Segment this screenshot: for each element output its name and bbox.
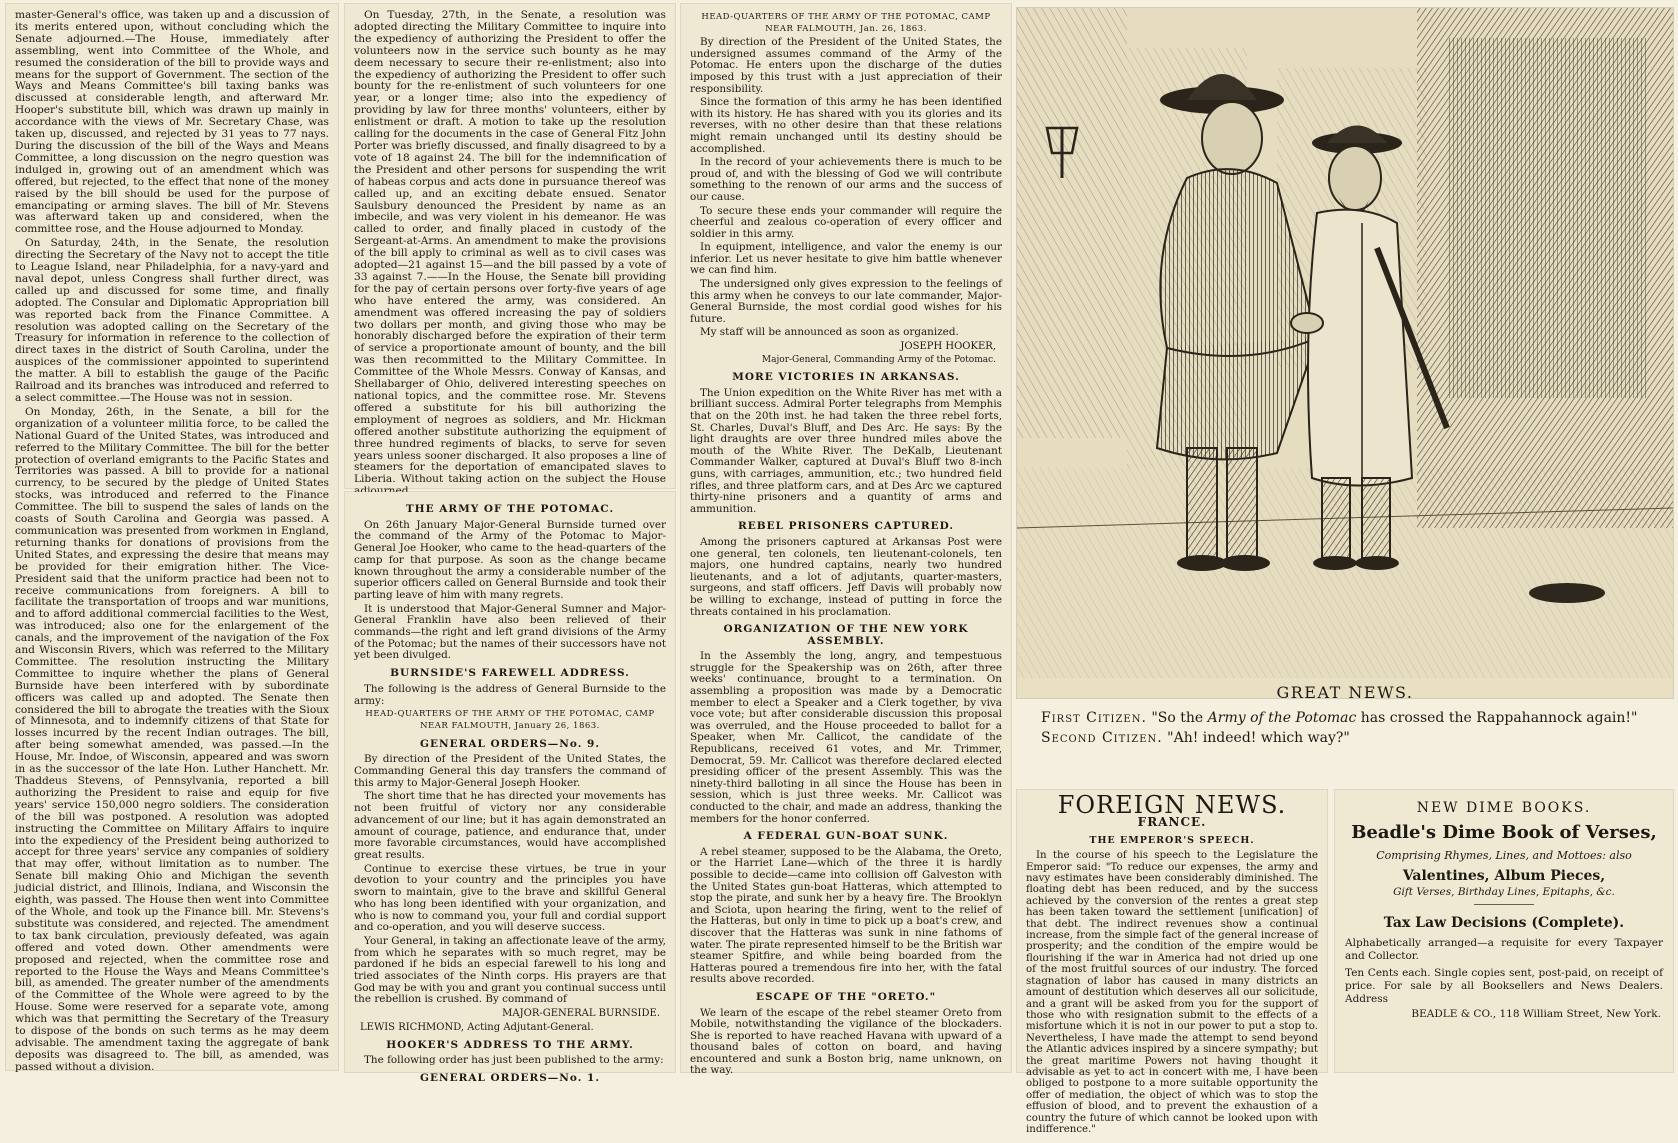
farewell-heading: BURNSIDE'S FAREWELL ADDRESS. bbox=[390, 667, 630, 680]
prisoners-heading: REBEL PRISONERS CAPTURED. bbox=[738, 520, 954, 533]
foreign-paragraph: In the course of his speech to the Legislature the Emperor said: "To reduce our expenses, the army and navy estimates have been considerably diminished. The floating debt has been reduced, and by the success achieved by the conversion of the rentes a great step has been taken toward the settlement [unification] of that debt. The indirect revenues show a continual increase, from the simple fact of the general increase of prosperity; and the condition of the empire would be flourishing if the war in America had not dried up one of the most fruitful sources of our industry. The forced stagnation of labor has caused in many districts an amount of destitution which deserves all our solicitude, and a grant will be asked from you for the support of those who with resignation submit to the effects of a misfortune which it is not in our power to put a stop to. Nevertheless, I have made the attempt to send beyond the Atlantic advices inspired by a sincere sympathy; but the great maritime Powers not having thought it advisable as yet to act in concert with me, I have been obliged to postpone to a more suitable opportunity the offer of mediation, the object of which was to stop the effusion of blood, and to prevent the exhaustion of a country the future of which cannot be looked upon with indifference." bbox=[1026, 850, 1318, 1135]
col3-paragraph: By direction of the President of the United States, the undersigned assumes command of the Army of the Potomac. He enters upon the discharge of the duties imposed by this trust with a just appreciation of their responsibility. bbox=[690, 36, 1002, 95]
first-citizen-italic: Army of the Potomac bbox=[1207, 710, 1357, 726]
army-heading: THE ARMY OF THE POTOMAC. bbox=[405, 503, 615, 515]
ad-book-title: Beadle's Dime Book of Verses, bbox=[1351, 822, 1657, 843]
headquarters-line: HEAD-QUARTERS OF THE ARMY OF THE POTOMAC, CAMP NEAR FALMOUTH, Jan. 26, 1863. bbox=[701, 12, 991, 34]
column-2-top-clipping bbox=[345, 4, 675, 488]
col3-paragraph: In the record of your achievements there is much to be proud of, and with the blessing of God we will contribute something to the renown of our arms and the success of our cause. bbox=[690, 156, 1002, 203]
second-citizen-text: "Ah! indeed! which way?" bbox=[1167, 730, 1350, 746]
col2-paragraph: On 26th January Major-General Burnside turned over the command of the Army of the Potomac to Major-General Joe Hooker, who came to the head-quarters of the camp for that purpose. As soon as the change became known throughout the army a considerable number of the superior officers called on General Burnside and took their parting leave of him with many regrets. bbox=[354, 518, 666, 601]
ad-valentines: Valentines, Album Pieces, bbox=[1402, 868, 1606, 884]
col2-paragraph: The short time that he has directed your movements has not been fruitful of victory nor any considerable advancement of our line; but it has again demonstrated an amount of courage, patience, and endurance that, under more favorable circumstances, would have accomplished great results. bbox=[354, 790, 666, 861]
col3-paragraph: My staff will be announced as soon as organized. bbox=[700, 326, 959, 339]
general-orders-1-heading: GENERAL ORDERS—No. 1. bbox=[420, 1071, 600, 1084]
caption-line-second bbox=[1041, 728, 1638, 748]
headquarters-line: HEAD-QUARTERS OF THE ARMY OF THE POTOMAC, CAMP NEAR FALMOUTH, January 26, 1863. bbox=[365, 709, 655, 731]
foreign-news-title: FOREIGN NEWS. bbox=[1057, 791, 1287, 819]
col2-paragraph: Continue to exercise these virtues, be true in your devotion to your country and the principles you have sworn to maintain, give to the brave and skillful General who has long been identified with your organization, and who is now to command you, your full and cordial support and co-operation, and you will deserve success. bbox=[354, 862, 666, 934]
signature-hooker-title: Major-General, Commanding Army of the Potomac. bbox=[761, 354, 996, 365]
col3-paragraph: In the Assembly the long, angry, and tempestuous struggle for the Speakership was on 26th, after three weeks' continuance, brought to a termination. On assembling a proposition was made by a Democratic member to elect a Speaker and a Clerk together, by viva voce vote; but after considerable discussion this proposal was overruled, and the House proceeded to ballot for a Speaker, when Mr. Callicot, the candidate of the Republicans, received 61 votes, and Mr. Trimmer, Democrat, 59. Mr. Callicot was therefore declared elected presiding officer of the present Assembly. This was the ninety-third balloting in all since the House has been in session, which is just three weeks. Mr. Callicot was conducted to the chair, and made an address, thanking the members for the honor conferred. bbox=[690, 650, 1002, 825]
arkansas-heading: MORE VICTORIES IN ARKANSAS. bbox=[732, 371, 960, 384]
foreign-news-clipping bbox=[1017, 790, 1327, 1135]
col3-paragraph: Since the formation of this army he has been identified with its history. He has shared with you its glories and its reverses, with no other desire than that these relations might remain unchanged until its destiny should be accomplished. bbox=[690, 96, 1002, 155]
cartoon-title: GREAT NEWS. bbox=[1276, 683, 1414, 702]
ad-gift-verses: Gift Verses, Birthday Lines, Epitaphs, &c. bbox=[1393, 886, 1615, 898]
column-3-clipping bbox=[681, 4, 1011, 1077]
col2-paragraph: Your General, in taking an affectionate leave of the army, from which he separates with so much regret, may be pardoned if he bids an especial farewell to his long and tried associates of the Ninth corps. His prayers are that God may be with you and grant you continual success until the rebellion is crushed. By command of bbox=[354, 934, 666, 1006]
col1-paragraph: master-General's office, was taken up and a discussion of its merits entered upon, without concluding which the Senate adjourned.—The House, immediately after assembling, went into Committee of the Whole, and resumed the consideration of the bill to provide ways and means for the support of Government. The section of the Ways and Means Committee's bill taxing banks was discussed at considerable length, and afterward Mr. Hooper's substitute bill, which was drawn up mainly in accordance with the views of Mr. Secretary Chase, was taken up, discussed, and rejected by 31 yeas to 77 nays. During the discussion of the bill of the Ways and Means Committee, a long discussion on the negro question was indulged in, growing out of an amendment which was offered, but rejected, to the effect that none of the money raised by the bill should be used for the purpose of emancipating or arming slaves. The bill of Mr. Stevens was afterward taken up and considered, when the committee rose, and the House adjourned to Monday. bbox=[15, 9, 329, 236]
cartoon-illustration bbox=[1017, 8, 1673, 678]
col3-paragraph: The undersigned only gives expression to the feelings of this army when he conveys to our late commander, Major-General Burnside, the most cordial good wishes for his future. bbox=[690, 278, 1002, 325]
col2-paragraph: By direction of the President of the United States, the Commanding General this day transfers the command of this army to Major-General Joseph Hooker. bbox=[354, 753, 666, 789]
caption-line-first bbox=[1041, 708, 1638, 728]
col3-paragraph: A rebel steamer, supposed to be the Alabama, the Oreto, or the Harriet Lane—which of the three it is hardly possible to decide—came into collision off Galveston with the United States gun-boat Hatteras, which attempted to stop the pirate, and sunk her by a heavy fire. The Brooklyn and Sciota, upon hearing the firing, went to the relief of the Hatteras, but only in time to pick up a boat's crew, and discover that the Hatteras was sunk in nine fathoms of water. The pirate represented himself to be the British war steamer Spitfire, and while being boarded from the Hatteras poured a tremendous fire into her, with the fatal results above recorded. bbox=[690, 845, 1002, 986]
signature-richmond: LEWIS RICHMOND, Acting Adjutant-General. bbox=[360, 1021, 594, 1033]
col1-paragraph: On Monday, 26th, in the Senate, a bill for the organization of a volunteer militia force, to be called the National Guard of the United States, was introduced and referred to the Military Committee. The bill for the better protection of overland emigrants to the Pacific States and Territories was passed. A bill to provide for a national currency, to be secured by the pledge of United States stocks, was introduced and referred to the Finance Committee. The bill to suspend the sales of lands on the coasts of South Carolina and Georgia was passed. A communication was presented from workmen in England, returning thanks for donations of provisions from the United States, and expressing the desire that means may be provided for their emigration hither. The Vice-President said that the uniform practice had been not to receive communications from foreigners. A bill to facilitate the transportation of troops and war munitions, and to afford additional commercial facilities to the West, was introduced; also one for the enlargement of the canals, and the improvement of the navigation of the Fox and Wisconsin Rivers, which was referred to the Military Committee. The resolution instructing the Military Committee to inquire whether the plans of General Burnside have been interfered with by subordinate officers was called up and adopted. The Senate then considered the bill to abrogate the treaties with the Sioux of Minnesota, and to indemnify citizens of that State for losses incurred by the recent Indian outrages. The bill, after being somewhat amended, was passed.—In the House, Mr. Indoe, of Wisconsin, appeared and was sworn in as the successor of the late Hon. Luther Hanchett. Mr. Thaddeus Stevens, of Pennsylvania, reported a bill authorizing the President to raise and equip for five years' service 150,000 negro soldiers. The consideration of the bill was postponed. A resolution was adopted instructing the Committee on Military Affairs to inquire into the expediency of the President being authorized to accept for three years' service any companies of soldiery that may offer, without limitation as to number. The Senate bill making Ohio and Michigan the seventh judicial district, and Illinois, Indiana, and Wisconsin the eighth, was passed. The House then went into Committee of the Whole, and took up the Finance bill. Mr. Stevens's substitute was considered, and rejected. The amendment to tax bank circulation, previously defeated, was again offered and voted down. Other amendments were proposed and rejected, when the committee rose and reported to the House the Ways and Means Committee's bill, as amended. The greater number of the amendments of the Committee of the Whole were agreed to by the House. Some were reserved for a separate vote, among which was that permitting the Secretary of the Treasury to dispose of the bonds on such terms as he may deem advisable. The amendment taxing the aggregate of bank deposits was disagreed to. The bill, as amended, was passed without a division. bbox=[15, 405, 329, 1073]
column-1-clipping bbox=[6, 4, 338, 1073]
col2-paragraph: The following order has just been published to the army: bbox=[364, 1054, 664, 1067]
emperor-speech-heading: THE EMPEROR'S SPEECH. bbox=[1089, 834, 1255, 846]
col3-paragraph: In equipment, intelligence, and valor the enemy is our inferior. Let us never hesitate to give him battle whenever we can find him. bbox=[690, 241, 1002, 277]
col3-paragraph: The Union expedition on the White River has met with a brilliant success. Admiral Porter telegraphs from Memphis that on the 20th inst. he had taken the three rebel forts, St. Charles, Duval's Bluff, and Des Arc. He says: By the light draughts are over three hundred miles above the mouth of the White River. The DeKalb, Lieutenant Commander Walker, captured at Duval's Bluff two 8-inch guns, with carriages, ammunition, etc.; two hundred field rifles, and three platform cars, and at Des Arc we captured thirty-nine prisoners and a quantity of arms and ammunition. bbox=[690, 386, 1002, 515]
hooker-address-heading: HOOKER'S ADDRESS TO THE ARMY. bbox=[386, 1038, 634, 1051]
great-news-cartoon bbox=[1017, 8, 1673, 746]
col3-paragraph: To secure these ends your commander will require the cheerful and zealous co-operation of every officer and soldier in this army. bbox=[690, 204, 1002, 240]
ad-divider bbox=[1474, 904, 1534, 905]
cartoon-caption bbox=[1041, 708, 1638, 748]
col2-paragraph: It is understood that Major-General Sumner and Major-General Franklin have also been relieved of their commands—the right and left grand divisions of the Army of the Potomac; but the names of their successors have not yet been divulged. bbox=[354, 602, 666, 662]
first-citizen-label: First Citizen. bbox=[1041, 710, 1147, 726]
ad-tax-law: Tax Law Decisions (Complete). bbox=[1383, 915, 1625, 931]
column-2-bottom-clipping bbox=[345, 492, 675, 1084]
col3-paragraph: Among the prisoners captured at Arkansas Post were one general, ten colonels, ten lieutenant-colonels, ten majors, one hundred captains, nearly two hundred lieutenants, and a lot of adjutants, quarter-masters, surgeons, and staff officers. Jeff Davis will probably now be willing to exchange, instead of putting in force the threats contained in his proclamation. bbox=[690, 535, 1002, 618]
signature-burnside: MAJOR-GENERAL BURNSIDE. bbox=[502, 1008, 660, 1020]
gunboat-heading: A FEDERAL GUN-BOAT SUNK. bbox=[743, 830, 949, 843]
oreto-heading: ESCAPE OF THE "ORETO." bbox=[755, 990, 937, 1003]
ad-price: Ten Cents each. Single copies sent, post-paid, on receipt of price. For sale by all Booksellers and News Dealers. Address bbox=[1345, 967, 1663, 1005]
second-citizen-label: Second Citizen. bbox=[1041, 730, 1163, 746]
france-heading: FRANCE. bbox=[1137, 815, 1207, 830]
ad-tax-desc: Alphabetically arranged—a requisite for every Taxpayer and Collector. bbox=[1345, 937, 1663, 962]
ad-heading: NEW DIME BOOKS. bbox=[1416, 800, 1592, 816]
first-citizen-text-b: has crossed the Rappahannock again!" bbox=[1356, 710, 1638, 726]
general-orders-heading: GENERAL ORDERS—No. 9. bbox=[420, 737, 600, 750]
ad-book-subtitle: Comprising Rhymes, Lines, and Mottoes: also bbox=[1376, 849, 1632, 862]
first-citizen-text-a: "So the bbox=[1151, 710, 1208, 726]
col1-paragraph: On Saturday, 24th, in the Senate, the resolution directing the Secretary of the Navy not to accept the title to League Island, near Philadelphia, for a navy-yard and naval depot, unless Congress shall further direct, was called up and discussed for some time, and finally adopted. The Consular and Diplomatic Appropriation bill was reported back from the Finance Committee. A resolution was adopted calling on the Secretary of the Treasury for information in reference to the collection of direct taxes in the district of South Carolina, under the auspices of the commissioner appointed to superintend the matter. A bill to establish the gauge of the Pacific Railroad and its branches was introduced and referred to a select committee.—The House was not in session. bbox=[15, 237, 329, 404]
col3-paragraph: We learn of the escape of the rebel steamer Oreto from Mobile, notwithstanding the vigilance of the blockaders. She is reported to have reached Havana with upward of a thousand bales of cotton on board, and having encountered and sunk a Boston brig, name unknown, on the way. bbox=[690, 1006, 1002, 1077]
col2-paragraph: The following is the address of General Burnside to the army: bbox=[354, 682, 666, 707]
new-york-assembly-heading: ORGANIZATION OF THE NEW YORK ASSEMBLY. bbox=[723, 623, 969, 647]
advertisement-clipping bbox=[1335, 790, 1673, 1072]
signature-hooker: JOSEPH HOOKER, bbox=[900, 341, 996, 353]
ad-address: BEADLE & CO., 118 William Street, New York. bbox=[1411, 1008, 1661, 1020]
col2-paragraph: On Tuesday, 27th, in the Senate, a resolution was adopted directing the Military Committee to inquire into the expediency of authorizing the President to offer the volunteers now in the service such bounty as he may deem necessary to secure their re-enlistment; also into the expediency of authorizing the President to offer such bounty for the re-enlistment of such volunteers for one year, or a longer time; also into the expediency of providing by law for three months' volunteers, either by enlistment or draft. A motion to take up the resolution calling for the documents in the case of General Fitz John Porter was briefly discussed, and finally disagreed to by a vote of 18 against 24. The bill for the indemnification of the President and other persons for suspending the writ of habeas corpus and acts done in pursuance thereof was called up, and an exciting debate ensued. Senator Saulsbury denounced the President by name as an imbecile, and was very violent in his demeanor. He was called to order, and finally placed in custody of the Sergeant-at-Arms. An amendment to make the provisions of the bill apply to criminal as well as to civil cases was adopted—21 against 15—and the bill passed by a vote of 33 against 7.——In the House, the Senate bill providing for the pay of certain persons over forty-five years of age who have entered the army, was considered. An amendment was offered increasing the pay of soldiers two dollars per month, and giving those who may be honorably discharged before the expiration of their term of service a proportionate amount of bounty, and the bill was then recommitted to the Military Committee. In Committee of the Whole Messrs. Conway of Kansas, and Shellabarger of Ohio, delivered interesting speeches on national topics, and the committee rose. Mr. Stevens offered a substitute for his bill authorizing the employment of negroes as soldiers, and Mr. Hickman offered another substitute authorizing the equipment of three hundred regiments of blacks, to serve for seven years unless sooner discharged. It also proposes a line of steamers for the deportation of emancipated slaves to Liberia. Without taking action on the subject the House bbox=[354, 9, 666, 486]
